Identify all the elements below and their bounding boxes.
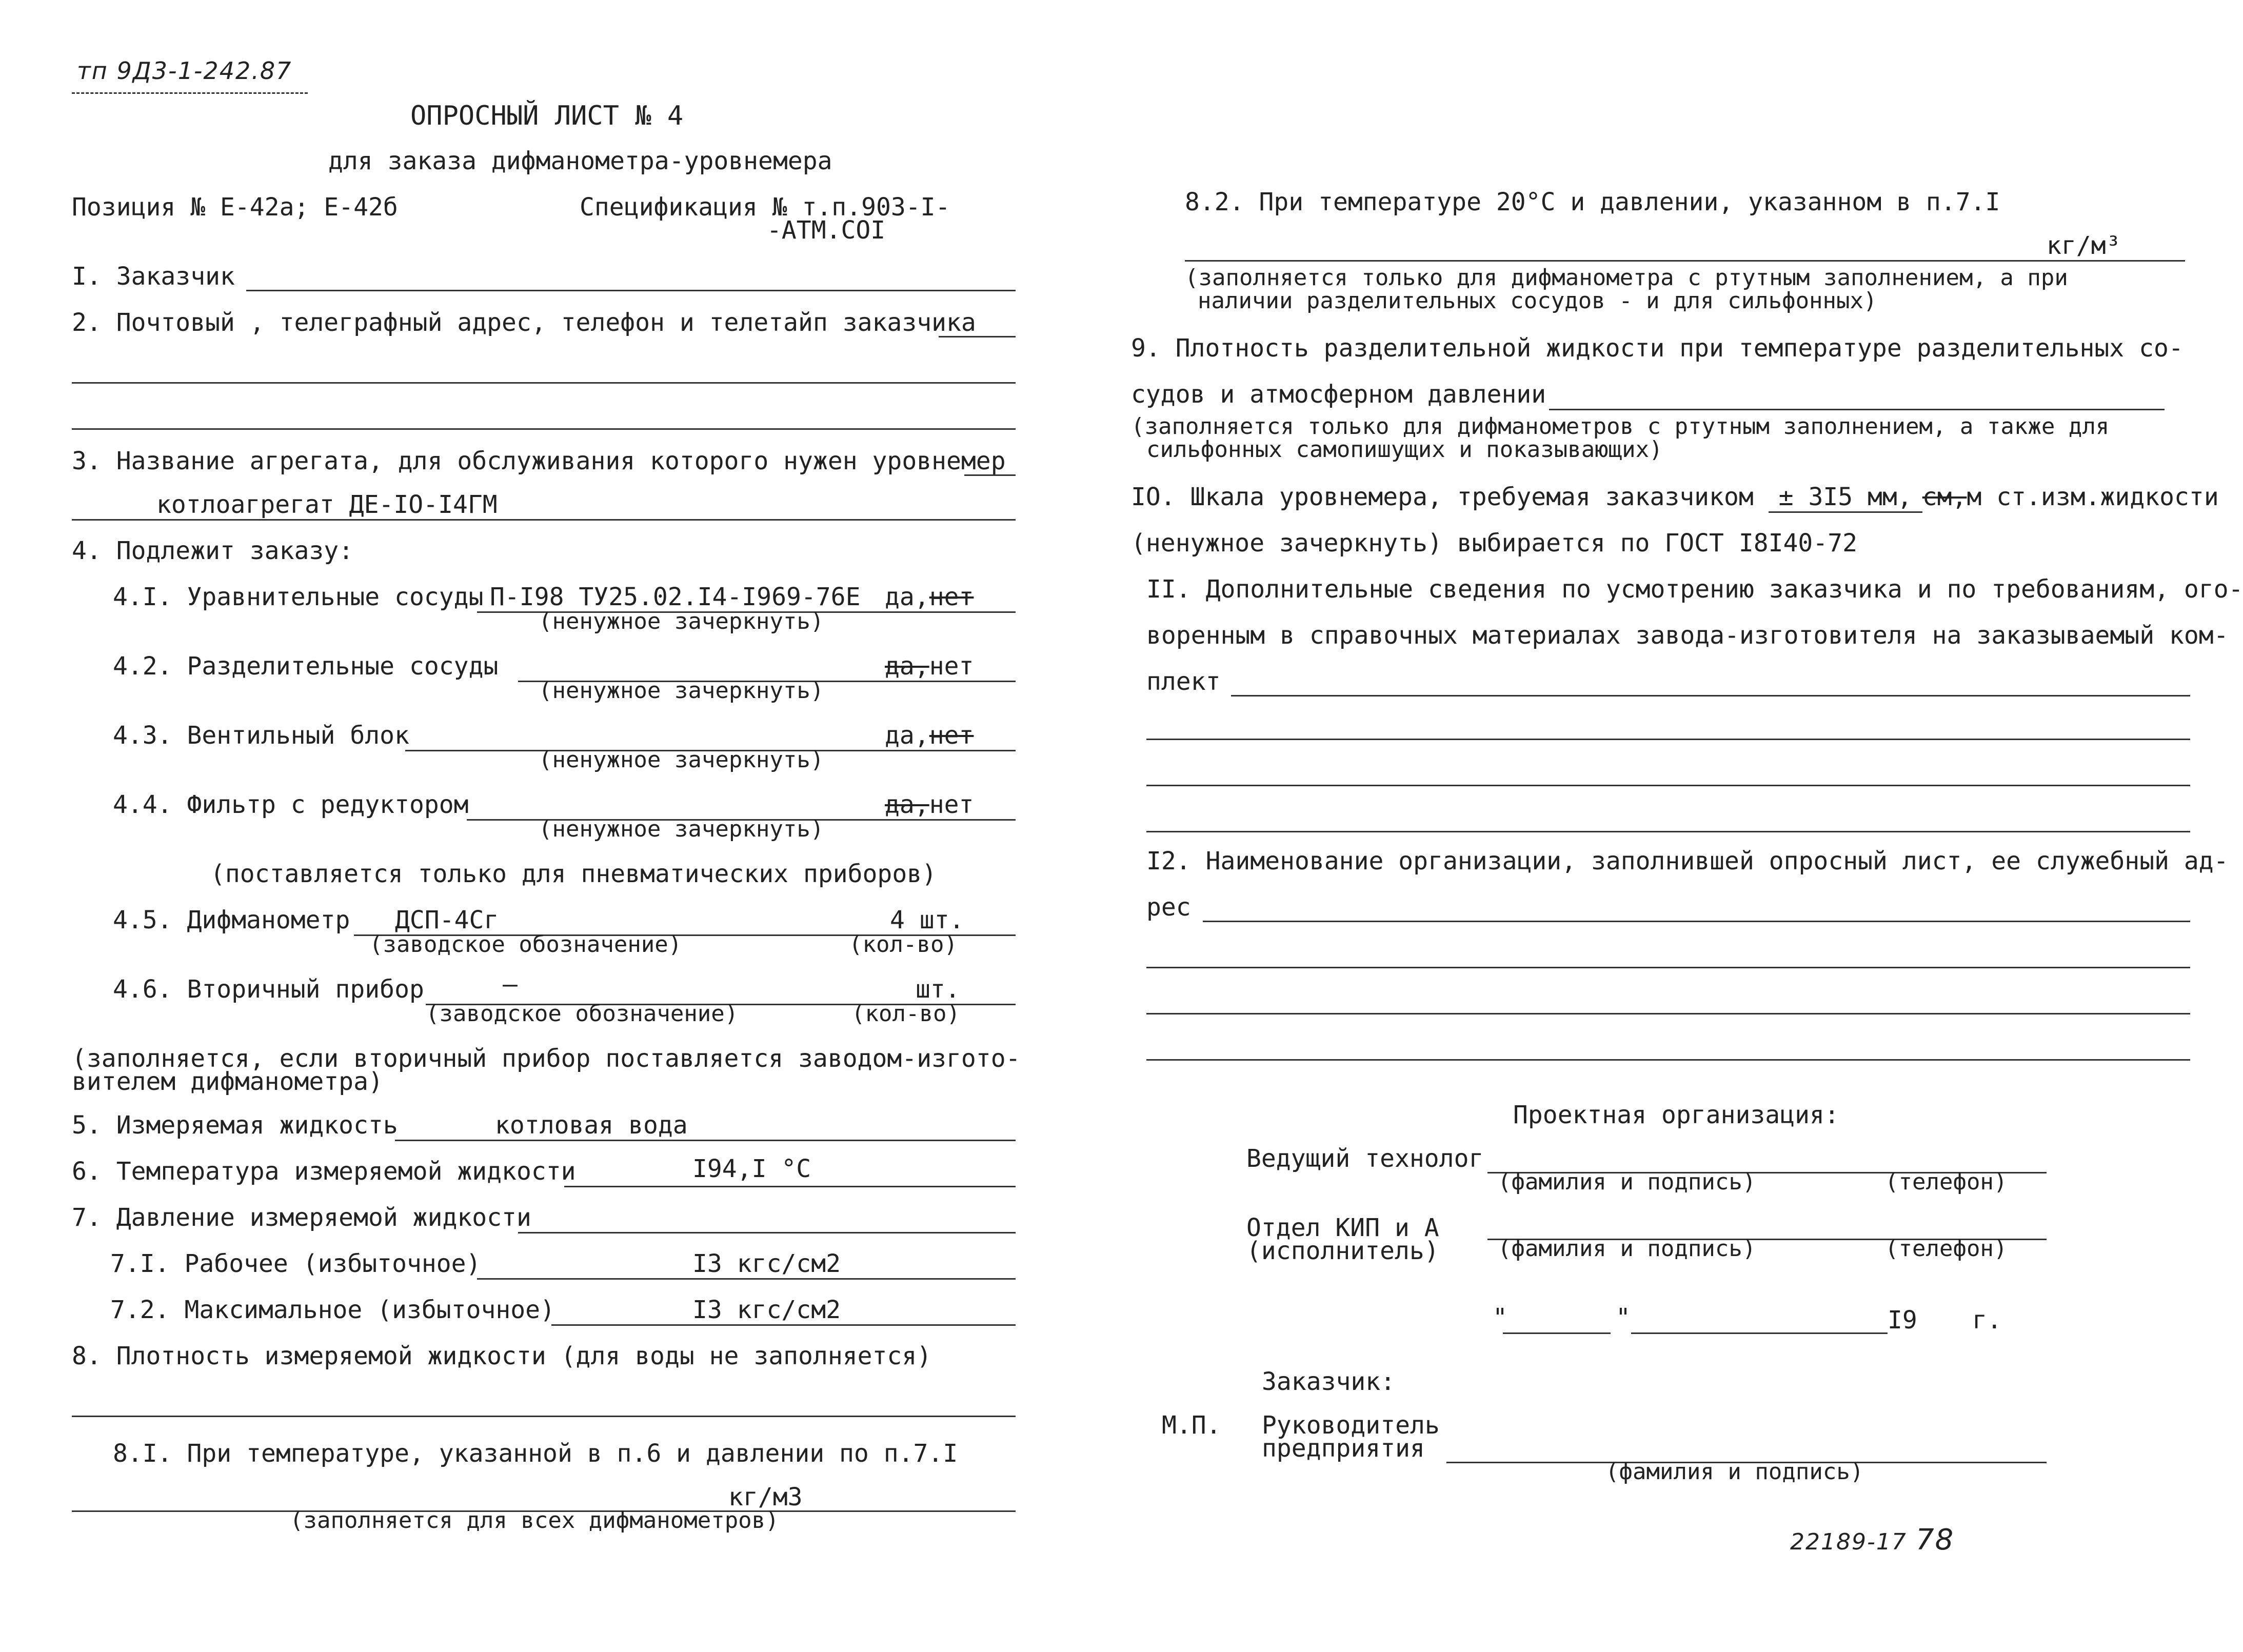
item-11-field-3[interactable]: [1146, 785, 2190, 786]
page-title: ОПРОСНЫЙ ЛИСТ № 4: [410, 101, 684, 131]
item-1-label: I. Заказчик: [72, 262, 235, 291]
item-9-label-2: судов и атмосферном давлении: [1131, 380, 1546, 409]
secondary-note-1: (заполняется, если вторичный прибор поставляется заводом-изгото-: [72, 1044, 1021, 1073]
item-5-value: котловая вода: [495, 1111, 688, 1140]
item-6-label: 6. Температура измеряемой жидкости: [72, 1157, 576, 1186]
item-4-6-pcs: шт.: [916, 975, 960, 1004]
item-4-1-no[interactable]: нет: [929, 583, 974, 611]
spec-line-1: Спецификация № т.п.903-I-: [580, 193, 950, 222]
item-2-field-line-2[interactable]: [72, 428, 1016, 430]
date-quote-close: ": [1616, 1303, 1631, 1332]
secondary-note-2: вителем дифманометра): [72, 1067, 383, 1096]
item-11-label-2: воренным в справочных материалах завода-изготовителя на заказываемый ком-: [1146, 621, 2229, 650]
project-org-heading: Проектная организация:: [1513, 1101, 1839, 1129]
item-7-2-label: 7.2. Максимальное (избыточное): [110, 1296, 555, 1324]
stamp-place-label: М.П.: [1162, 1411, 1221, 1440]
item-4-3-yes[interactable]: да,: [885, 721, 929, 750]
item-4-2-yes[interactable]: да,: [885, 652, 929, 681]
date-month-field[interactable]: [1631, 1332, 1888, 1334]
item-4-4-note: (ненужное зачеркнуть): [539, 816, 824, 842]
item-8-2-label: 8.2. При температуре 20°С и давлении, указанном в п.7.I: [1185, 188, 2000, 216]
item-4-5-qty: 4 шт.: [890, 906, 964, 934]
item-4-1-yes[interactable]: да,: [885, 583, 929, 611]
item-4-3-label: 4.3. Вентильный блок: [113, 721, 409, 750]
kip-label-2: (исполнитель): [1246, 1237, 1439, 1265]
item-11-label-3: плект: [1146, 667, 1221, 696]
item-2-label: 2. Почтовый , телеграфный адрес, телефон и телетайп заказчика: [72, 308, 976, 337]
item-9-note-1: (заполняется только для дифманометров с ртутным заполнением, а также для: [1131, 413, 2110, 440]
item-12-label-1: I2. Наименование организации, заполнившей опросный лист, ее служебный ад-: [1146, 847, 2229, 875]
item-9-field[interactable]: [1549, 409, 2165, 410]
pneumatic-note: (поставляется только для пневматических приборов): [210, 860, 937, 888]
item-12-field-1[interactable]: [1203, 921, 2190, 922]
item-11-field-1[interactable]: [1231, 695, 2190, 696]
item-10-value: ± 3I5 мм,: [1769, 483, 1922, 513]
kip-name-caption: (фамилия и подпись): [1498, 1236, 1756, 1262]
lead-tech-name-caption: (фамилия и подпись): [1498, 1169, 1756, 1195]
date-year-suffix: г.: [1972, 1306, 2002, 1335]
item-7-1-value: I3 кгс/см2: [692, 1249, 841, 1278]
item-7-2-value: I3 кгс/см2: [692, 1296, 841, 1324]
head-name-caption: (фамилия и подпись): [1605, 1459, 1864, 1485]
item-4-4-no[interactable]: нет: [929, 790, 974, 819]
item-8-1-note: (заполняется для всех дифманометров): [290, 1507, 779, 1534]
item-4-5-qty-caption: (кол-во): [849, 931, 958, 958]
item-6-value: I94,I °С: [692, 1155, 811, 1183]
date-day-field[interactable]: [1503, 1332, 1611, 1334]
item-10-struck-unit: см,: [1922, 483, 1967, 511]
kip-phone-caption: (телефон): [1885, 1236, 2008, 1262]
item-8-2-note-2: наличии разделительных сосудов - и для сильфонных): [1198, 288, 1877, 314]
item-4-6-designation-caption: (заводское обозначение): [426, 1001, 739, 1027]
item-3-value: котлоагрегат ДЕ-IO-I4ГМ: [156, 490, 498, 519]
date-year-prefix: I9: [1888, 1306, 1917, 1335]
item-8-2-field[interactable]: [1185, 260, 2185, 262]
archive-stamp-code: 22189-17: [1790, 1529, 1907, 1555]
item-12-field-3[interactable]: [1146, 1013, 2190, 1014]
item-4-5-value: ДСП-4Сг: [395, 906, 499, 934]
item-4-4-yes[interactable]: да,: [885, 790, 929, 819]
lead-tech-phone-caption: (телефон): [1885, 1169, 2008, 1195]
page-number: 78: [1916, 1523, 1955, 1557]
item-9-note-2: сильфонных самопишущих и показывающих): [1146, 436, 1663, 463]
item-4-2-no[interactable]: нет: [929, 652, 974, 681]
head-label-2: предприятия: [1262, 1434, 1425, 1463]
document-code: тп 9Д3-1-242.87: [77, 57, 292, 85]
page-subtitle: для заказа дифманометра-уровнемера: [328, 147, 832, 175]
item-4-label: 4. Подлежит заказу:: [72, 536, 354, 565]
item-4-2-note: (ненужное зачеркнуть): [539, 678, 824, 704]
item-10-gost: (ненужное зачеркнуть) выбирается по ГОСТ I8I40-72: [1131, 529, 1858, 558]
item-4-5-label: 4.5. Дифманометр: [113, 906, 350, 934]
item-12-field-4[interactable]: [1146, 1059, 2190, 1061]
item-7-field[interactable]: [518, 1232, 1016, 1233]
item-12-label-2: рес: [1146, 893, 1191, 922]
item-8-label: 8. Плотность измеряемой жидкости (для воды не заполняется): [72, 1342, 932, 1370]
kip-label-1: Отдел КИП и А: [1246, 1213, 1439, 1242]
item-7-label: 7. Давление измеряемой жидкости: [72, 1203, 531, 1232]
item-8-2-note-1: (заполняется только для дифманометра с ртутным заполнением, а при: [1185, 265, 2068, 291]
customer-heading: Заказчик:: [1262, 1367, 1396, 1396]
item-4-3-no[interactable]: нет: [929, 721, 974, 750]
item-9-label-1: 9. Плотность разделительной жидкости при температуре разделительных со-: [1131, 334, 2184, 363]
item-1-field[interactable]: [246, 290, 1016, 291]
item-4-3-note: (ненужное зачеркнуть): [539, 747, 824, 773]
item-4-6-label: 4.6. Вторичный прибор: [113, 975, 424, 1004]
item-8-field[interactable]: [72, 1416, 1016, 1417]
item-4-6-qty-caption: (кол-во): [851, 1001, 960, 1027]
item-8-2-unit: кг/м³: [2047, 231, 2121, 260]
position-label: Позиция № Е-42а; Е-42б: [72, 193, 398, 222]
item-2-field-line-1[interactable]: [72, 382, 1016, 384]
lead-tech-label: Ведущий технолог: [1246, 1144, 1484, 1173]
head-label-1: Руководитель: [1262, 1411, 1440, 1440]
item-11-field-2[interactable]: [1146, 739, 2190, 740]
item-8-1-unit: кг/м3: [728, 1483, 803, 1511]
item-4-1-label: 4.I. Уравнительные сосуды: [113, 583, 484, 611]
item-10-label: IO. Шкала уровнемера, требуемая заказчиком ± 3I5 мм, см,м ст.изм.жидкости: [1131, 485, 2219, 509]
item-4-4-label: 4.4. Фильтр с редуктором: [113, 790, 469, 819]
spec-line-2: -АТМ.СОI: [767, 216, 886, 245]
item-4-1-value: П-I98 ТУ25.02.I4-I969-76Е: [490, 583, 861, 611]
item-7-1-label: 7.I. Рабочее (избыточное): [110, 1249, 481, 1278]
item-4-1-note: (ненужное зачеркнуть): [539, 608, 824, 634]
date-quote-open: ": [1493, 1303, 1507, 1332]
item-4-6-value: —: [503, 970, 518, 999]
item-12-field-2[interactable]: [1146, 967, 2190, 968]
item-11-label-1: II. Дополнительные сведения по усмотрению заказчика и по требованиям, ого-: [1146, 575, 2243, 604]
item-11-field-4[interactable]: [1146, 831, 2190, 832]
item-4-2-label: 4.2. Разделительные сосуды: [113, 652, 499, 681]
item-5-label: 5. Измеряемая жидкость: [72, 1111, 398, 1140]
item-4-5-designation-caption: (заводское обозначение): [369, 931, 682, 958]
item-8-1-label: 8.I. При температуре, указанной в п.6 и давлении по п.7.I: [113, 1439, 958, 1468]
item-3-label: 3. Название агрегата, для обслуживания которого нужен уровнемер: [72, 447, 1006, 475]
